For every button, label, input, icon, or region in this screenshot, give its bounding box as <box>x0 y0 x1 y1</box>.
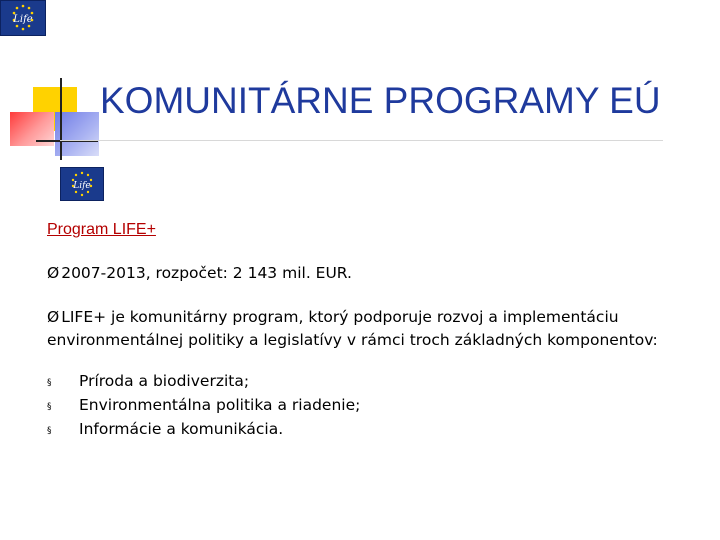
title-underline <box>60 140 663 141</box>
components-list <box>47 370 360 442</box>
life-logo-text: Life <box>73 181 91 191</box>
square-bullet-icon: § <box>47 402 52 412</box>
slide-title: KOMUNITÁRNE PROGRAMY EÚ <box>100 80 661 121</box>
eu-stars-icon <box>61 168 103 200</box>
budget-text: 2007-2013, rozpočet: 2 143 mil. EUR. <box>61 264 352 282</box>
arrow-bullet-icon: Ø <box>47 308 60 326</box>
list-item <box>47 370 360 394</box>
program-heading: Program LIFE+ <box>47 221 156 238</box>
list-item <box>47 418 360 442</box>
decor-vertical-line <box>60 78 62 160</box>
list-item-text: Environmentálna politika a riadenie; <box>79 396 361 414</box>
description-paragraph <box>47 306 707 352</box>
list-item-text: Informácie a komunikácia. <box>79 420 284 438</box>
description-text: LIFE+ je komunitárny program, ktorý podporuje rozvoj a implementáciu environmentálnej politiky a legislatívy v rámci troch základných komponentov: <box>47 308 658 349</box>
square-bullet-icon: § <box>47 426 52 436</box>
life-logo-small <box>60 167 104 201</box>
life-logo-top <box>0 0 46 36</box>
eu-stars-icon <box>1 1 45 35</box>
budget-paragraph <box>47 262 707 285</box>
list-item-text: Príroda a biodiverzita; <box>79 372 250 390</box>
life-logo-text: Life <box>13 14 33 25</box>
list-item <box>47 394 360 418</box>
arrow-bullet-icon: Ø <box>47 264 60 282</box>
square-bullet-icon: § <box>47 378 52 388</box>
